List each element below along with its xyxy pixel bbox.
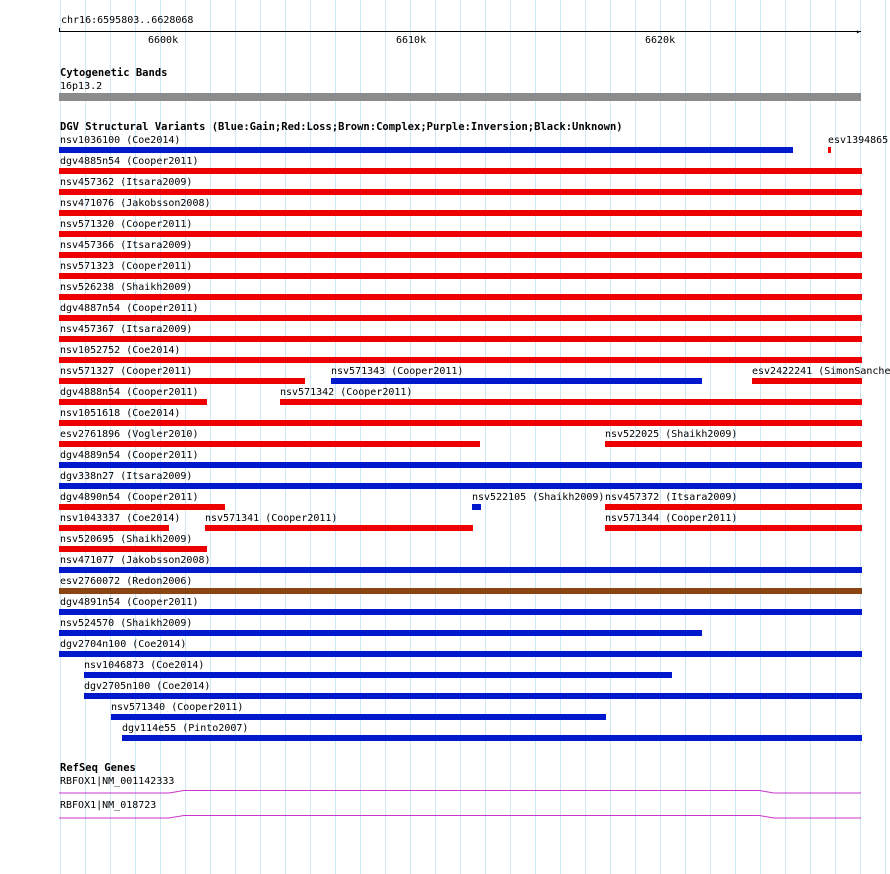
feature-label[interactable]: nsv571340 (Cooper2011): [111, 702, 244, 713]
feature-label[interactable]: dgv114e55 (Pinto2007): [122, 723, 249, 734]
feature-bar[interactable]: [605, 504, 862, 510]
feature-label[interactable]: nsv457362 (Itsara2009): [60, 177, 193, 188]
feature-label[interactable]: dgv4889n54 (Cooper2011): [60, 450, 199, 461]
feature-bar[interactable]: [59, 252, 862, 258]
feature-bar[interactable]: [59, 273, 862, 279]
grid-line: [885, 0, 886, 874]
feature-bar[interactable]: [205, 525, 473, 531]
feature-label[interactable]: nsv457367 (Itsara2009): [60, 324, 193, 335]
feature-bar[interactable]: [59, 630, 702, 636]
feature-bar[interactable]: [59, 651, 862, 657]
feature-label[interactable]: dgv4891n54 (Cooper2011): [60, 597, 199, 608]
feature-label[interactable]: dgv2705n100 (Coe2014): [84, 681, 211, 692]
feature-label[interactable]: dgv4890n54 (Cooper2011): [60, 492, 199, 503]
feature-label[interactable]: nsv571343 (Cooper2011): [331, 366, 464, 377]
feature-bar[interactable]: [828, 147, 831, 153]
feature-label[interactable]: nsv522105 (Shaikh2009): [472, 492, 605, 503]
feature-bar[interactable]: [59, 462, 862, 468]
cytoband-bar[interactable]: [59, 93, 861, 101]
feature-bar[interactable]: [59, 483, 862, 489]
gene-model[interactable]: [59, 786, 861, 796]
grid-line: [785, 0, 786, 874]
feature-bar[interactable]: [59, 609, 862, 615]
feature-label[interactable]: dgv4887n54 (Cooper2011): [60, 303, 199, 314]
feature-bar[interactable]: [59, 294, 862, 300]
feature-bar[interactable]: [280, 399, 862, 405]
refseq-track-title: RefSeq Genes: [60, 762, 136, 774]
feature-label[interactable]: nsv520695 (Shaikh2009): [60, 534, 193, 545]
ruler-tick-label: 6610k: [396, 35, 427, 46]
ruler-tick: [59, 28, 60, 32]
feature-label[interactable]: nsv471076 (Jakobsson2008): [60, 198, 211, 209]
feature-bar[interactable]: [59, 147, 793, 153]
gene-model[interactable]: [59, 811, 861, 821]
cytoband-label: 16p13.2: [60, 81, 103, 92]
feature-bar[interactable]: [472, 504, 481, 510]
feature-bar[interactable]: [84, 672, 672, 678]
feature-bar[interactable]: [59, 504, 225, 510]
grid-line: [810, 0, 811, 874]
feature-bar[interactable]: [59, 168, 862, 174]
feature-bar[interactable]: [59, 357, 862, 363]
feature-label[interactable]: esv2422241 (SimonSanche: [752, 366, 890, 377]
feature-bar[interactable]: [59, 525, 169, 531]
feature-label[interactable]: dgv4888n54 (Cooper2011): [60, 387, 199, 398]
feature-label[interactable]: dgv338n27 (Itsara2009): [60, 471, 193, 482]
feature-label[interactable]: nsv571341 (Cooper2011): [205, 513, 338, 524]
feature-bar[interactable]: [59, 399, 207, 405]
feature-label[interactable]: esv1394865: [828, 135, 889, 146]
feature-bar[interactable]: [59, 441, 480, 447]
ruler-axis: [59, 31, 861, 32]
feature-bar[interactable]: [59, 588, 862, 594]
feature-bar[interactable]: [84, 693, 862, 699]
feature-bar[interactable]: [331, 378, 702, 384]
grid-line: [835, 0, 836, 874]
grid-line: [760, 0, 761, 874]
grid-line: [860, 0, 861, 874]
feature-label[interactable]: esv2761896 (Vogler2010): [60, 429, 199, 440]
feature-bar[interactable]: [59, 231, 862, 237]
feature-label[interactable]: nsv1052752 (Coe2014): [60, 345, 181, 356]
feature-label[interactable]: esv2760072 (Redon2006): [60, 576, 193, 587]
feature-bar[interactable]: [752, 378, 862, 384]
feature-label[interactable]: nsv571344 (Cooper2011): [605, 513, 738, 524]
feature-bar[interactable]: [122, 735, 862, 741]
cytoband-track-title: Cytogenetic Bands: [60, 67, 168, 79]
feature-label[interactable]: nsv571342 (Cooper2011): [280, 387, 413, 398]
feature-label[interactable]: nsv1051618 (Coe2014): [60, 408, 181, 419]
feature-label[interactable]: nsv1043337 (Coe2014): [60, 513, 181, 524]
feature-label[interactable]: nsv571320 (Cooper2011): [60, 219, 193, 230]
feature-bar[interactable]: [59, 546, 207, 552]
feature-bar[interactable]: [59, 336, 862, 342]
feature-bar[interactable]: [605, 525, 862, 531]
feature-label[interactable]: nsv1046873 (Coe2014): [84, 660, 205, 671]
feature-label[interactable]: dgv4885n54 (Cooper2011): [60, 156, 199, 167]
location-label: chr16:6595803..6628068: [61, 15, 194, 26]
feature-label[interactable]: nsv457366 (Itsara2009): [60, 240, 193, 251]
feature-bar[interactable]: [59, 210, 862, 216]
feature-bar[interactable]: [59, 567, 862, 573]
feature-bar[interactable]: [59, 315, 862, 321]
feature-bar[interactable]: [111, 714, 606, 720]
feature-label[interactable]: nsv1036100 (Coe2014): [60, 135, 181, 146]
gene-label[interactable]: RBFOX1|NM_001142333: [60, 776, 175, 787]
feature-bar[interactable]: [59, 420, 862, 426]
feature-label[interactable]: dgv2704n100 (Coe2014): [60, 639, 187, 650]
feature-label[interactable]: nsv522025 (Shaikh2009): [605, 429, 738, 440]
ruler-tick-label: 6600k: [148, 35, 179, 46]
feature-label[interactable]: nsv571323 (Cooper2011): [60, 261, 193, 272]
gene-label[interactable]: RBFOX1|NM_018723: [60, 800, 157, 811]
feature-label[interactable]: nsv526238 (Shaikh2009): [60, 282, 193, 293]
feature-label[interactable]: nsv524570 (Shaikh2009): [60, 618, 193, 629]
feature-bar[interactable]: [59, 189, 862, 195]
feature-bar[interactable]: [59, 378, 305, 384]
feature-bar[interactable]: [605, 441, 862, 447]
dgv-track-title: DGV Structural Variants (Blue:Gain;Red:Loss;Brown:Complex;Purple:Inversion;Black:Unknown): [60, 121, 623, 133]
ruler-tick-label: 6620k: [645, 35, 676, 46]
feature-label[interactable]: nsv571327 (Cooper2011): [60, 366, 193, 377]
ruler-end-arrow-icon: ▸: [856, 27, 861, 36]
feature-label[interactable]: nsv471077 (Jakobsson2008): [60, 555, 211, 566]
feature-label[interactable]: nsv457372 (Itsara2009): [605, 492, 738, 503]
